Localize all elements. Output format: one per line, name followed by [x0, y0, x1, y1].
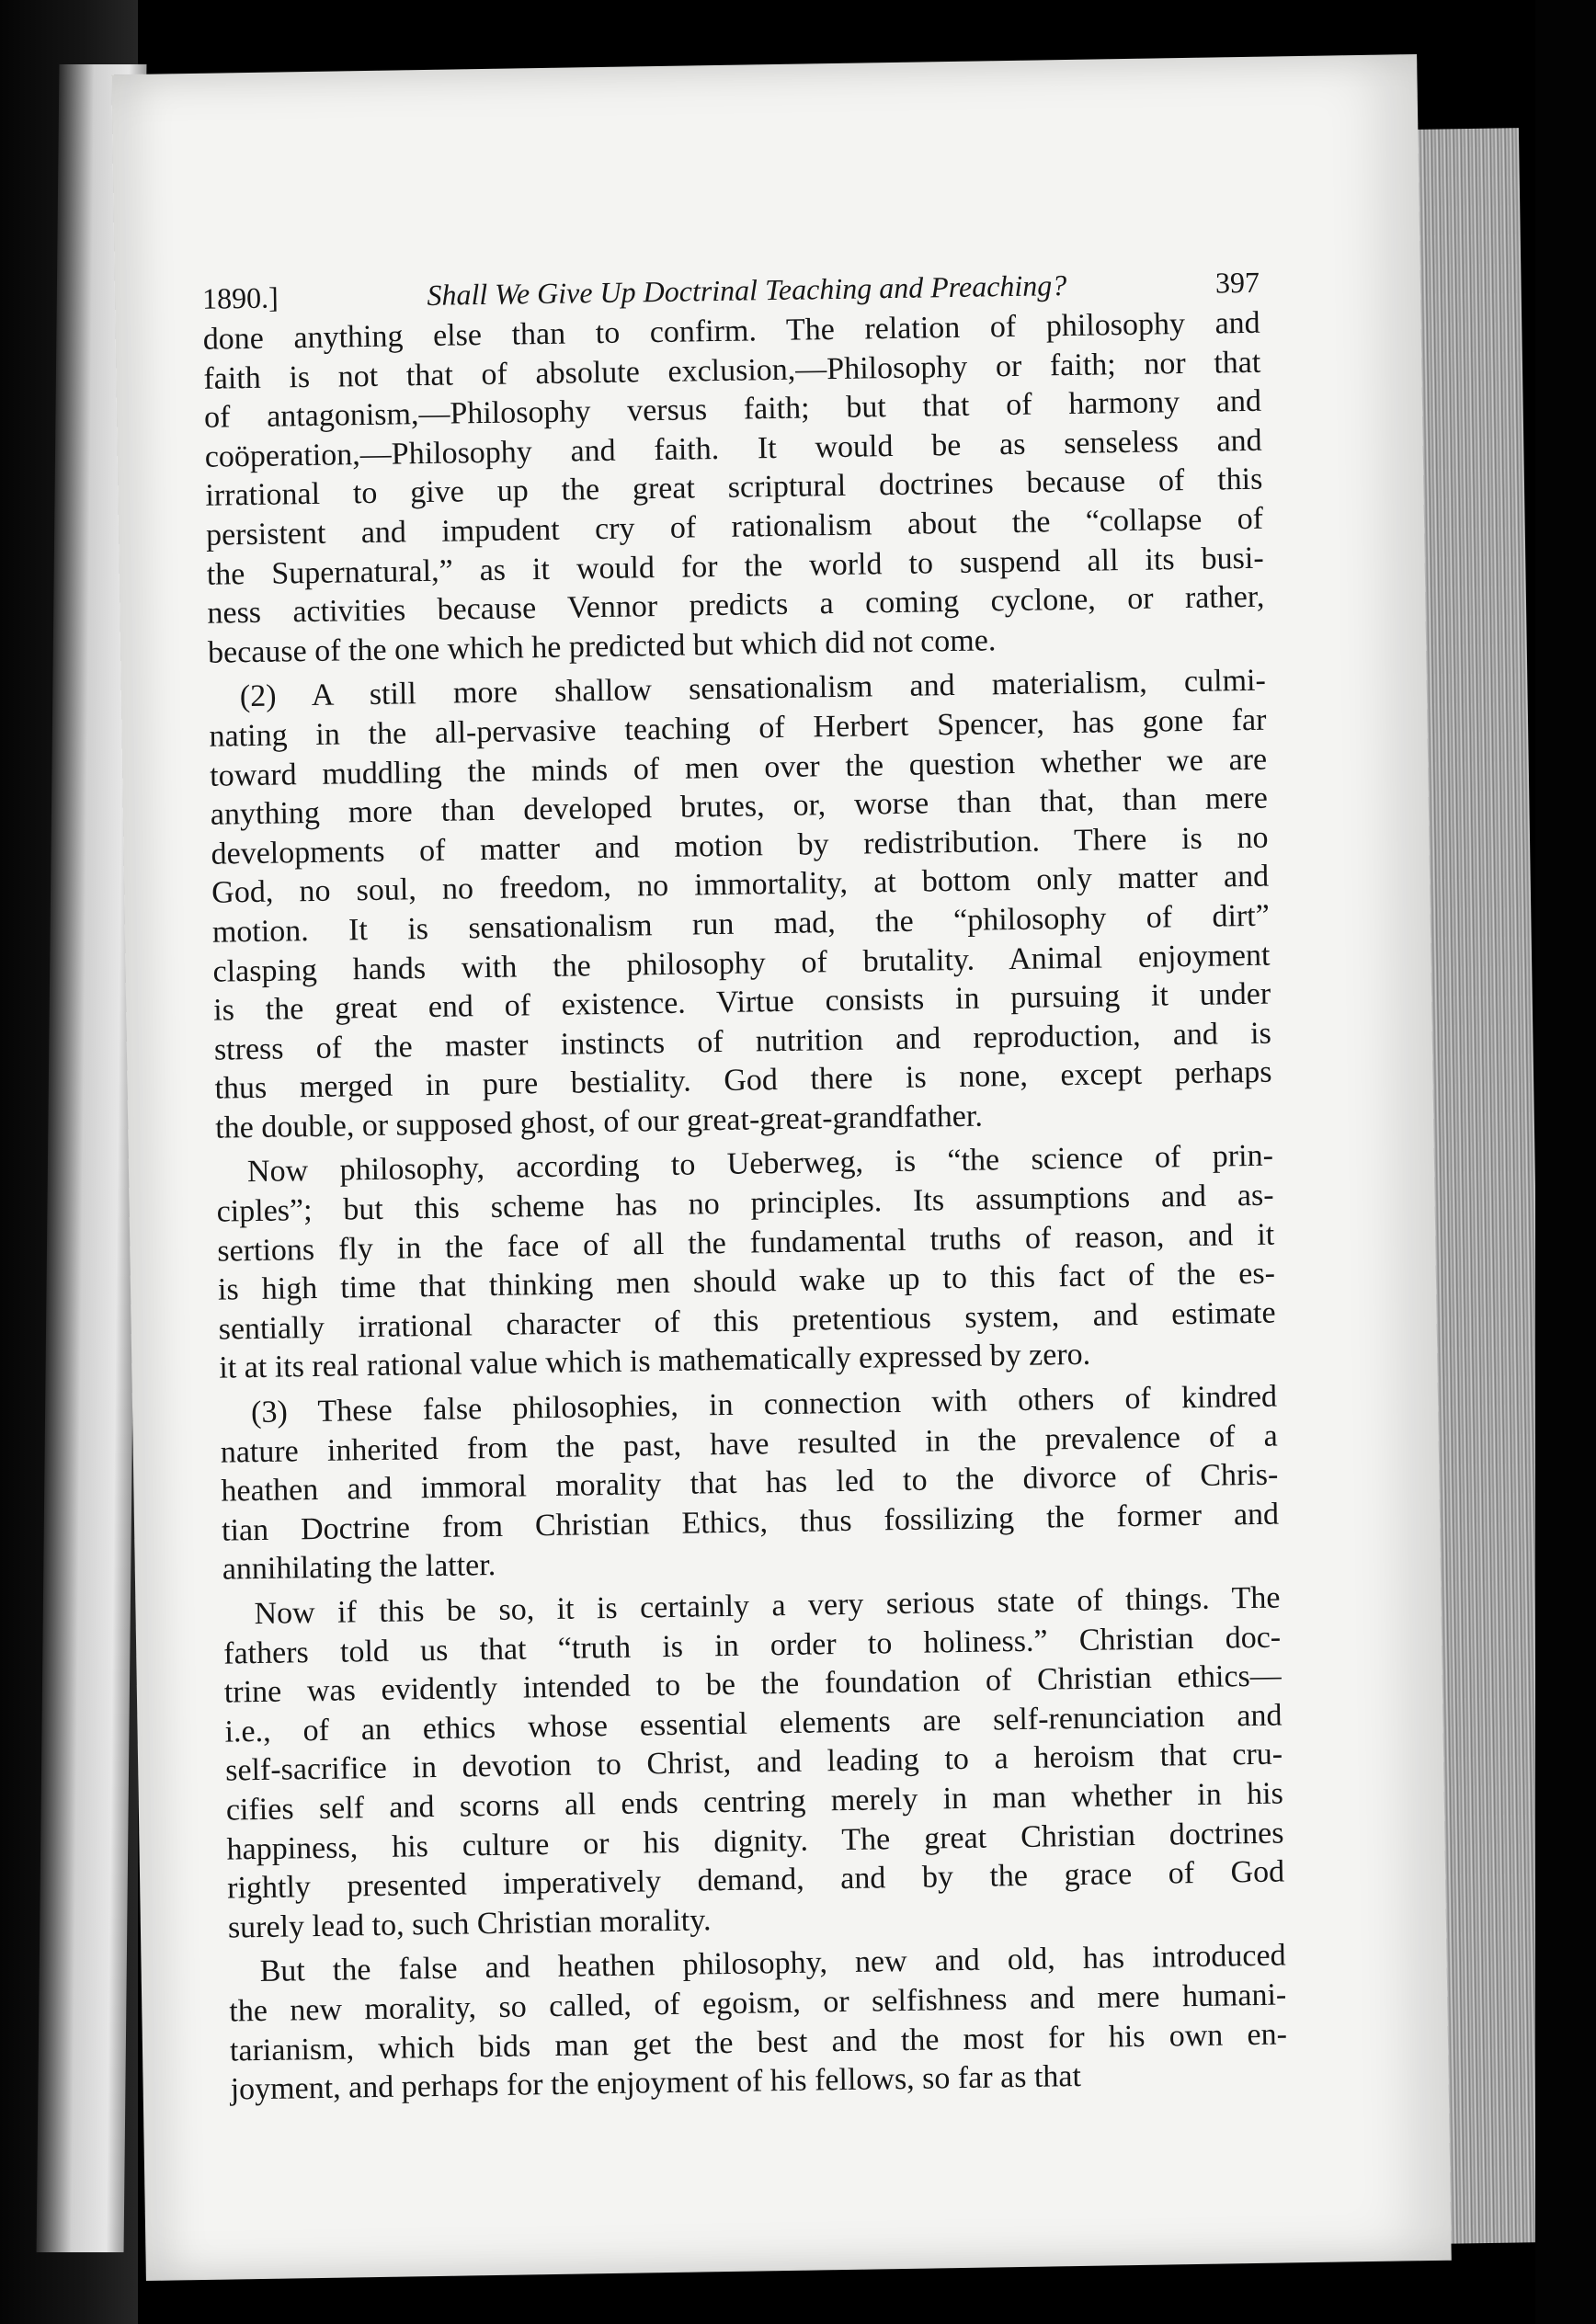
text-line: the Supernatural,” as it would for the world to suspend all its busi-	[206, 541, 1264, 592]
text-line: irrational to give up the great scriptural doctrines because of this	[205, 462, 1263, 514]
text-line: it at its real rational value which is mathematically expressed by zero.	[219, 1338, 1091, 1386]
text-line: rightly presented imperatively demand, and by the grace of God	[226, 1854, 1285, 1906]
text-line: fathers told us that “truth is in order to holiness.” Christian doc-	[222, 1620, 1282, 1671]
text-line: Now if this be so, it is certainly a very serious state of things. The	[254, 1580, 1281, 1632]
text-line: nating in the all-pervasive teaching of Herbert Spencer, has gone far	[209, 702, 1267, 754]
body-text	[202, 304, 1288, 2116]
text-line: self-sacrifice in devotion to Christ, and leading to a heroism that cru-	[224, 1737, 1283, 1788]
text-line: tian Doctrine from Christian Ethics, thus fossilizing the former and	[221, 1497, 1280, 1548]
book-page	[111, 54, 1452, 2281]
text-line: the double, or supposed ghost, of our great-great-grandfather.	[214, 1099, 984, 1145]
text-line: annihilating the latter.	[222, 1548, 496, 1588]
text-line: clasping hands with the philosophy of brutality. Animal enjoyment	[212, 938, 1271, 989]
text-line: toward muddling the minds of men over the question whether we are	[209, 742, 1268, 793]
page-number: 397	[1214, 265, 1260, 300]
text-line: developments of matter and motion by redistribution. There is no	[211, 820, 1269, 872]
scan-right-margin	[1535, 0, 1596, 2324]
text-line: tarianism, which bids man get the best and the most for his own en-	[229, 2017, 1288, 2068]
text-line: persistent and impudent cry of rationalism about the “collapse of	[205, 501, 1264, 553]
text-line: is the great end of existence. Virtue consists in pursuing it under	[212, 976, 1271, 1028]
text-line: coöperation,—Philosophy and faith. It would be as senseless and	[204, 423, 1262, 474]
text-line: is high time that thinking men should wake up to this fact of the es-	[217, 1256, 1276, 1307]
text-line: because of the one which he predicted but which did not come.	[207, 623, 997, 670]
text-line: the new morality, so called, of egoism, or selfishness and mere humani-	[229, 1977, 1287, 2029]
text-line: happiness, his culture or his dignity. The great Christian doctrines	[226, 1816, 1284, 1867]
text-line: anything more than developed brutes, or, worse than that, than mere	[210, 780, 1269, 832]
paragraph	[202, 304, 1265, 673]
text-line: done anything else than to confirm. The relation of philosophy and	[202, 305, 1260, 357]
text-line: trine was evidently intended to be the foundation of Christian ethics—	[223, 1658, 1282, 1710]
text-line: joyment, and perhaps for the enjoyment of his fellows, so far as that	[230, 2059, 1082, 2107]
header-title: Shall We Give Up Doctrinal Teaching and Preaching?	[427, 268, 1067, 312]
text-line: But the false and heathen philosophy, new and old, has introduced	[259, 1938, 1286, 1989]
text-line: cifies self and scorns all ends centring merely in man whether in his	[225, 1776, 1284, 1828]
text-line: of antagonism,—Philosophy versus faith; but that of harmony and	[203, 383, 1262, 435]
text-line: nature inherited from the past, have resulted in the prevalence of a	[220, 1418, 1278, 1470]
text-line: sertions fly in the face of all the fundamental truths of reason, and it	[217, 1217, 1275, 1269]
paragraph	[220, 1378, 1280, 1590]
text-line: stress of the master instincts of nutrition and reproduction, and is	[213, 1016, 1272, 1067]
text-line: faith is not that of absolute exclusion,—Philosophy or faith; nor that	[203, 345, 1261, 396]
text-line: (3) These false philosophies, in connection with others of kindred	[250, 1379, 1278, 1430]
text-line: i.e., of an ethics whose essential elements are self-renunciation and	[224, 1698, 1282, 1749]
page-content	[202, 264, 1288, 2116]
text-line: ness activities because Vennor predicts a coming cyclone, or rather,	[207, 579, 1265, 631]
paragraph	[209, 662, 1273, 1148]
text-line: motion. It is sensationalism run mad, the “philosophy of dirt”	[211, 898, 1271, 950]
text-line: heathen and immoral morality that has led to the divorce of Chris-	[221, 1457, 1279, 1509]
text-line: God, no soul, no freedom, no immortality, at bottom only matter and	[211, 859, 1270, 911]
text-line: surely lead to, such Christian morality.	[227, 1903, 712, 1945]
text-line: Now philosophy, according to Ueberweg, is “the science of prin-	[246, 1139, 1274, 1190]
text-line: ciples”; but this scheme has no principles. Its assumptions and as-	[216, 1178, 1274, 1229]
paragraph	[222, 1579, 1285, 1948]
text-line: sentially irrational character of this pretentious system, and estimate	[218, 1295, 1276, 1347]
text-line: (2) A still more shallow sensationalism and materialism, culmi-	[239, 664, 1267, 714]
text-line: thus merged in pure bestiality. God there is none, except perhaps	[214, 1054, 1272, 1106]
header-year: 1890.]	[201, 280, 279, 315]
paragraph	[228, 1937, 1288, 2110]
paragraph	[216, 1137, 1277, 1389]
